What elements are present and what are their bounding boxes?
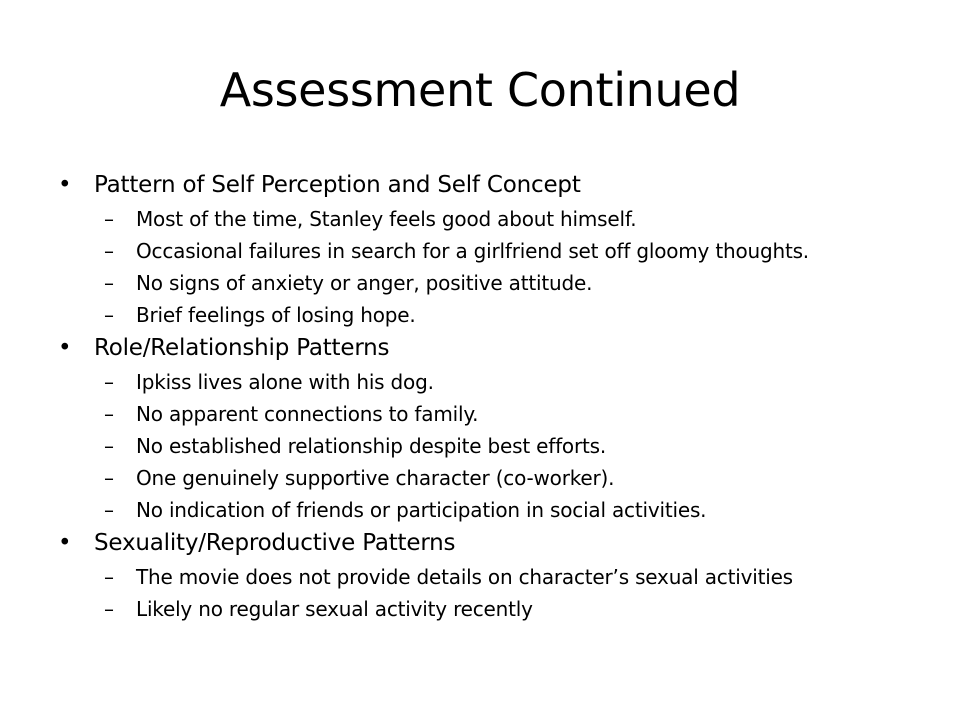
dash-marker: –	[104, 271, 114, 295]
sub-bullet-item	[58, 203, 938, 235]
bullet-heading: Role/Relationship Patterns	[94, 335, 390, 361]
sub-bullet-item	[58, 462, 938, 494]
sub-bullet-item	[58, 593, 938, 625]
sub-bullet-text: Ipkiss lives alone with his dog.	[136, 370, 434, 394]
sub-bullet-text: No established relationship despite best efforts.	[136, 434, 607, 458]
sub-bullet-text: No indication of friends or participation in social activities.	[136, 498, 707, 522]
bullet-marker: •	[58, 172, 72, 198]
dash-marker: –	[104, 207, 114, 231]
bullet-heading: Sexuality/Reproductive Patterns	[94, 530, 456, 556]
bullet-item	[58, 526, 938, 561]
bullet-item	[58, 331, 938, 366]
dash-marker: –	[104, 303, 114, 327]
dash-marker: –	[104, 434, 114, 458]
sub-bullet-item	[58, 366, 938, 398]
dash-marker: –	[104, 498, 114, 522]
slide-title: Assessment Continued	[219, 63, 741, 117]
sub-bullet-text: Likely no regular sexual activity recently	[136, 597, 533, 621]
bullet-heading: Pattern of Self Perception and Self Concept	[94, 172, 581, 198]
sub-bullet-text: No apparent connections to family.	[136, 402, 479, 426]
sub-bullet-item	[58, 398, 938, 430]
sub-bullet-text: No signs of anxiety or anger, positive attitude.	[136, 271, 593, 295]
sub-bullet-item	[58, 299, 938, 331]
dash-marker: –	[104, 565, 114, 589]
bullet-list	[58, 168, 938, 625]
sub-bullet-text: Brief feelings of losing hope.	[136, 303, 416, 327]
sub-bullet-item	[58, 430, 938, 462]
dash-marker: –	[104, 370, 114, 394]
dash-marker: –	[104, 402, 114, 426]
sub-bullet-text: Occasional failures in search for a girlfriend set off gloomy thoughts.	[136, 239, 809, 263]
bullet-item	[58, 168, 938, 203]
dash-marker: –	[104, 239, 114, 263]
sub-bullet-item	[58, 267, 938, 299]
sub-bullet-item	[58, 494, 938, 526]
bullet-marker: •	[58, 530, 72, 556]
dash-marker: –	[104, 597, 114, 621]
sub-bullet-text: The movie does not provide details on character’s sexual activities	[136, 565, 793, 589]
sub-bullet-text: One genuinely supportive character (co-worker).	[136, 466, 615, 490]
sub-bullet-text: Most of the time, Stanley feels good about himself.	[136, 207, 637, 231]
bullet-marker: •	[58, 335, 72, 361]
sub-bullet-item	[58, 235, 938, 267]
dash-marker: –	[104, 466, 114, 490]
sub-bullet-item	[58, 561, 938, 593]
